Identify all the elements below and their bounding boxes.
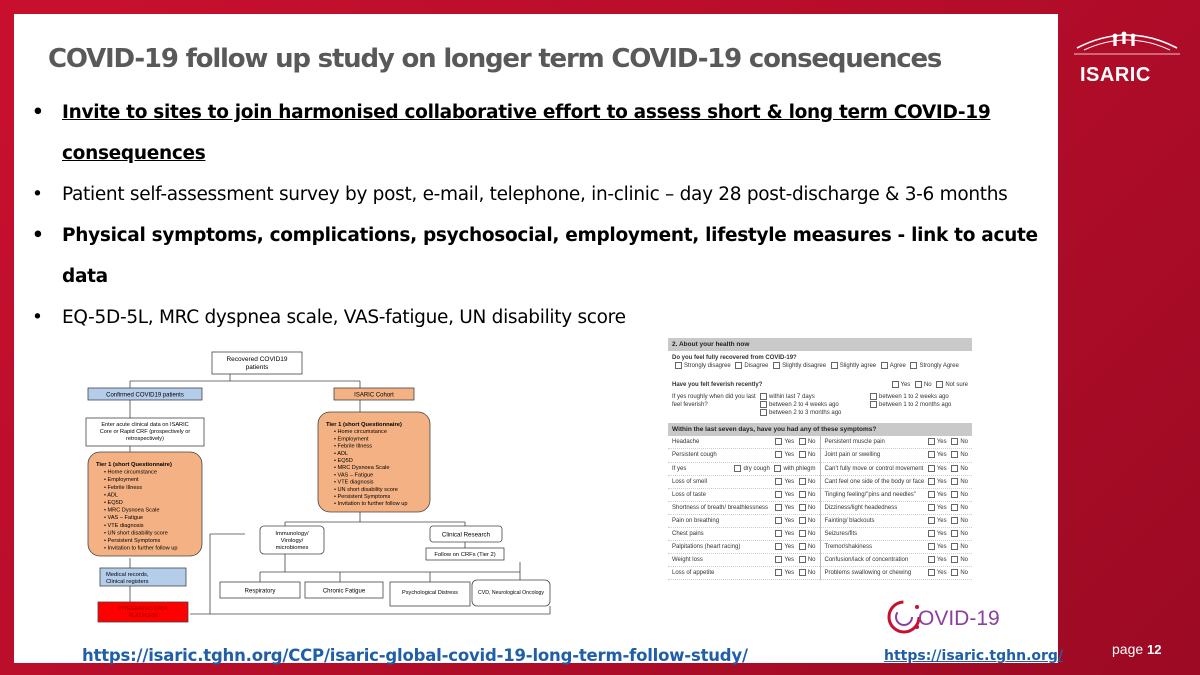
flow-outcome: Chronic Fatigue [322, 588, 366, 595]
bullet-item: • EQ-5D-5L, MRC dyspnea scale, VAS-fatigue, UN disability score [32, 307, 626, 328]
covid19-logo [884, 597, 1034, 637]
symptom-row: Confusion/lack of concentration Yes No [821, 554, 973, 567]
symptom-row: Dizziness/light headedness Yes No [821, 502, 973, 515]
slide-title: COVID-19 follow up study on longer term COVID-19 consequences [48, 44, 942, 74]
covid19-logo-text: OVID-19 [918, 607, 1000, 630]
flow-enter-label: retrospectively) [126, 436, 164, 442]
survey-options: within last 7 days between 2 to 4 weeks ago between 2 to 3 months ago [757, 393, 867, 417]
symptom-list-left [668, 436, 820, 580]
flow-confirmed-label: Confirmed COVID19 patients [106, 392, 184, 399]
symptom-row: Tingling feeling/"pins and needles" Yes No [821, 489, 973, 502]
tier-item: • VAS – Fatigue [104, 515, 144, 522]
study-link[interactable]: https://isaric.tghn.org/CCP/isaric-global-covid-19-long-term-follow-study/ [82, 646, 748, 665]
tier-item: • EQ5D [104, 500, 123, 506]
flow-immunology: Virology/ [280, 538, 304, 544]
tier-title: Tier 1 (short Questionnaire) [326, 422, 402, 428]
survey-section-header: Within the last seven days, have you had any of these symptoms? [668, 423, 972, 436]
symptom-row: Persistent muscle pain Yes No [821, 436, 973, 449]
tier-item: • VTE diagnosis [104, 522, 144, 529]
bullet-list [32, 92, 1042, 338]
symptom-row: Joint pain or swelling Yes No [821, 449, 973, 462]
tier-item: • Persistent Symptoms [334, 494, 391, 500]
flow-isaric-label: ISARIC Cohort [354, 392, 394, 399]
flow-immunology: Immunology/ [275, 531, 309, 537]
symptom-row: Chest pains Yes No [668, 528, 820, 541]
tier-item: • Employment [104, 477, 139, 484]
bullet-item: • Patient self-assessment survey by post, e-mail, telephone, in-clinic – day 28 post-discharge & 3-6 months [32, 184, 1008, 205]
tier-item: • ADL [334, 450, 349, 457]
cough-options-row: If yes dry cough with phlegm [668, 463, 820, 476]
tier-item: • Invitation to further follow up [104, 545, 178, 552]
bullet-item: • Physical symptoms, complications, psychosocial, employment, lifestyle measures - link to acute data [32, 225, 1038, 287]
symptom-row: Seizures/fits Yes No [821, 528, 973, 541]
survey-options: between 1 to 2 weeks ago between 1 to 2 months ago [867, 393, 951, 417]
symptom-row: Tremor/shakiness Yes No [821, 541, 973, 554]
flow-follow-on: Follow on CRFs (Tier 2) [434, 552, 496, 558]
tier-title: Tier 1 (short Questionnaire) [96, 462, 172, 468]
flow-immunology: microbiomes [275, 545, 309, 551]
flow-outcome: Psychological Distress [402, 590, 458, 596]
symptom-row: Problems swallowing or chewing Yes No [821, 567, 973, 580]
symptom-row: Palpitations (heart racing) Yes No [668, 541, 820, 554]
symptom-row: Loss of taste Yes No [668, 489, 820, 502]
tier-item: • UN short disability score [334, 486, 398, 493]
flow-top-label: Recovered COVID19 [226, 356, 288, 363]
flow-clinical-research: Clinical Research [441, 531, 491, 539]
symptom-row: Loss of smell Yes No [668, 476, 820, 489]
flow-medical-records: Clinical registers [106, 579, 149, 585]
tier-item: • Persistent Symptoms [104, 538, 161, 544]
tier-item: • Febrile Illness [334, 443, 373, 450]
survey-followup: If yes roughly when did you last feel feverish? [672, 394, 756, 409]
flow-top-label: patients [245, 364, 269, 371]
symptom-row: Shortness of breath/ breathlessness Yes No [668, 502, 820, 515]
survey-question: Do you feel fully recovered from COVID-19? [672, 355, 797, 361]
symptom-row: Can't fully move or control movement Yes No [821, 463, 973, 476]
symptom-row: Loss of appetite Yes No [668, 567, 820, 580]
bullet-item: • Invite to sites to join harmonised collaborative effort to assess short & long term COVID-19 consequences [32, 102, 991, 164]
tier-item: • Home circumstance [104, 469, 157, 476]
survey-form-image [668, 338, 972, 610]
isaric-logo-text: ISARIC [1080, 64, 1151, 86]
symptom-row: Persistent cough Yes No [668, 449, 820, 462]
flow-outcome: CVD, Neurological Oncology [477, 590, 545, 596]
flow-enter-label: Core or Rapid CRF (prospectively or [99, 429, 191, 435]
survey-options: Yes No Not sure [889, 381, 969, 389]
flow-outcome: Respiratory [244, 588, 276, 595]
symptom-row: Weight loss Yes No [668, 554, 820, 567]
tier-item: • Employment [334, 436, 369, 443]
survey-question: Have you felt feverish recently? [672, 382, 763, 389]
flow-platform: PLATFORM [128, 613, 158, 619]
survey-options: Strongly disagree Disagree Slightly disagree Slightly agree Agree Strongly Agree [672, 362, 968, 370]
symptom-row: Headache Yes No [668, 436, 820, 449]
tier-item: • Febrile Illness [104, 484, 143, 491]
slide-content [14, 14, 1064, 665]
survey-section-header: 2. About your health now [668, 338, 972, 351]
study-flowchart [70, 336, 570, 624]
symptom-row: Fainting/ blackouts Yes No [821, 515, 973, 528]
isaric-home-link[interactable]: https://isaric.tghn.org/ [884, 648, 1064, 664]
tier-item: • VAS – Fatigue [334, 472, 374, 479]
tier-item: • ADL [104, 492, 119, 499]
tier-item: • UN short disability score [104, 530, 168, 537]
flow-medical-records: Medical records, [106, 572, 149, 578]
page-number: page 12 [1112, 641, 1162, 657]
tier-item: • Invitation to further follow up [334, 501, 408, 508]
tier-item: • MRC Dysnoea Scale [334, 465, 390, 472]
symptom-list-right [820, 436, 973, 580]
flow-platform: INTEGRATED DATA [118, 606, 168, 612]
flow-enter-label: Enter acute clinical data on ISARIC [101, 422, 189, 428]
tier-item: • MRC Dysnoea Scale [104, 507, 160, 514]
tier-item: • EQ5D [334, 458, 353, 464]
tier-item: • Home circumstance [334, 429, 387, 436]
symptom-row: Cant feel one side of the body or face Yes No [821, 476, 973, 489]
symptom-row: Pain on breathing Yes No [668, 515, 820, 528]
tier-item: • VTE diagnosis [334, 479, 374, 486]
